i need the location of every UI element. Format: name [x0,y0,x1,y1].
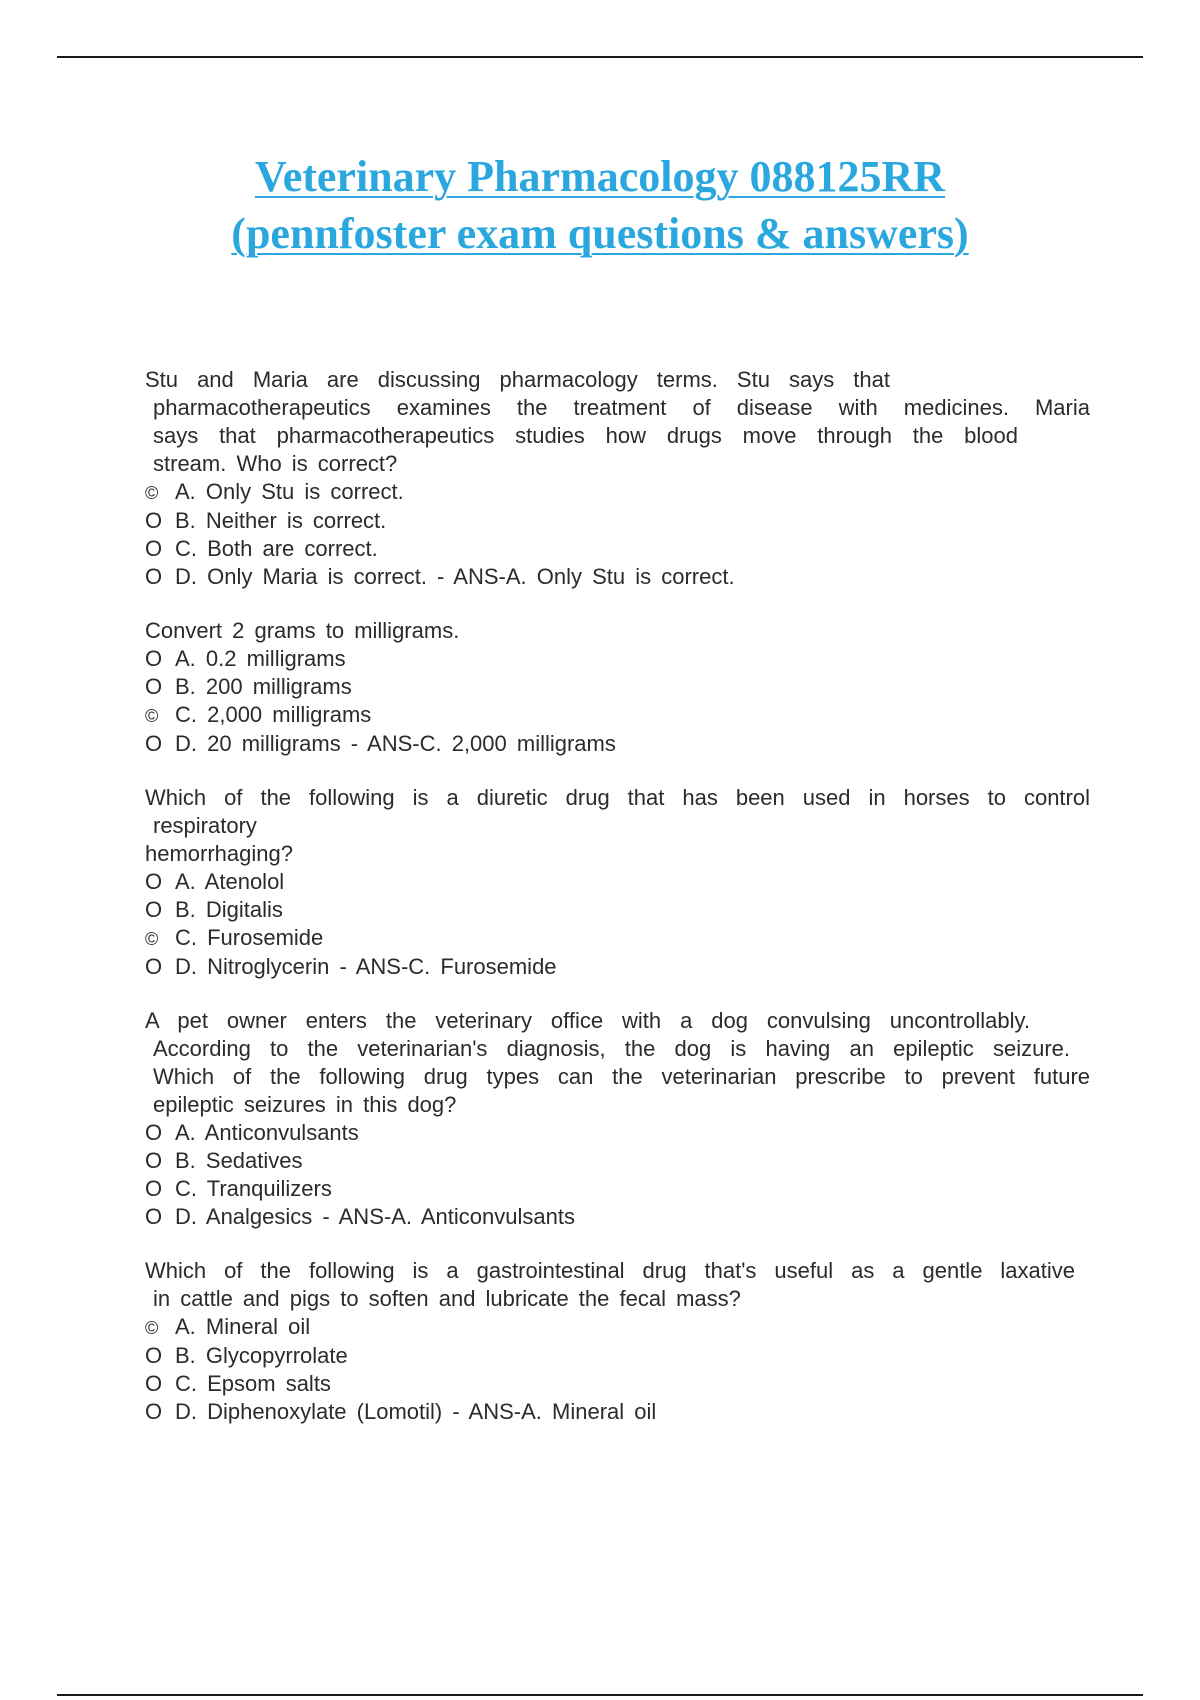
radio-icon: O [145,508,163,533]
stem-line: Stu and Maria are discussing pharmacology terms. Stu says that [145,367,890,392]
answer-option [145,645,1090,673]
stem-line: According to the veterinarian's diagnosis, the dog is having an epileptic seizure. [153,1036,1070,1061]
radio-icon: O [145,954,163,979]
option-text: D. 20 milligrams - ANS-C. 2,000 milligrams [175,731,616,756]
radio-icon: O [145,1148,163,1173]
header-rule [57,56,1143,58]
radio-icon: O [145,1399,163,1424]
answer-option [145,563,1090,591]
stem-line: Which of the following is a diuretic drug that has been used in horses to control [145,785,1090,810]
stem-line: Convert 2 grams to milligrams. [145,618,460,643]
question-stem [145,1257,1090,1313]
selected-radio-icon: © [145,706,159,726]
stem-line: hemorrhaging? [145,841,293,866]
footer-rule [57,1694,1143,1696]
question-stem [145,1007,1090,1119]
selected-radio-icon: © [145,1318,159,1338]
selected-radio-icon: © [145,483,159,503]
title-line-1: Veterinary Pharmacology 088125RR [254,152,946,201]
answer-option [145,1147,1090,1175]
answer-option [145,896,1090,924]
option-text: C. Tranquilizers [175,1176,332,1201]
option-text: D. Nitroglycerin - ANS-C. Furosemide [175,954,557,979]
stem-line: Which of the following drug types can the veterinarian prescribe to prevent future [153,1064,1090,1089]
question-stem [145,617,1090,645]
stem-line: says that pharmacotherapeutics studies how drugs move through the blood [153,423,1018,448]
answer-option [145,730,1090,758]
option-text: B. Glycopyrrolate [175,1343,348,1368]
radio-icon: O [145,564,163,589]
option-text: B. 200 milligrams [175,674,352,699]
question-block [145,1257,1090,1426]
option-text: A. Only Stu is correct. [175,479,404,504]
radio-icon: O [145,869,163,894]
stem-line: stream. Who is correct? [153,451,398,476]
question-stem [145,366,1090,478]
document-title [0,148,1200,262]
answer-option [145,478,1090,507]
answer-option [145,1342,1090,1370]
stem-line: respiratory [153,813,257,838]
stem-line: pharmacotherapeutics examines the treatment of disease with medicines. Maria [153,395,1090,420]
stem-line: in cattle and pigs to soften and lubricate the fecal mass? [153,1286,741,1311]
question-list [145,366,1090,1452]
option-text: D. Analgesics - ANS-A. Anticonvulsants [175,1204,575,1229]
answer-option [145,1313,1090,1342]
option-text: D. Diphenoxylate (Lomotil) - ANS-A. Mineral oil [175,1399,657,1424]
radio-icon: O [145,674,163,699]
option-text: C. 2,000 milligrams [175,702,372,727]
selected-radio-icon: © [145,929,159,949]
radio-icon: O [145,536,163,561]
option-text: A. Atenolol [175,869,285,894]
title-line-2: (pennfoster exam questions & answers) [231,209,969,258]
answer-option [145,924,1090,953]
option-text: C. Both are correct. [175,536,378,561]
radio-icon: O [145,731,163,756]
question-block [145,784,1090,981]
question-block [145,617,1090,758]
question-block [145,1007,1090,1231]
answer-option [145,1203,1090,1231]
option-text: C. Epsom salts [175,1371,331,1396]
option-text: B. Digitalis [175,897,283,922]
question-block [145,366,1090,591]
radio-icon: O [145,1176,163,1201]
stem-line: A pet owner enters the veterinary office with a dog convulsing uncontrollably. [145,1008,1030,1033]
radio-icon: O [145,1120,163,1145]
option-text: B. Sedatives [175,1148,303,1173]
radio-icon: O [145,1204,163,1229]
option-text: B. Neither is correct. [175,508,387,533]
answer-option [145,868,1090,896]
radio-icon: O [145,646,163,671]
option-text: A. Anticonvulsants [175,1120,359,1145]
radio-icon: O [145,1343,163,1368]
option-text: D. Only Maria is correct. - ANS-A. Only Stu is correct. [175,564,735,589]
answer-option [145,1119,1090,1147]
answer-option [145,1370,1090,1398]
radio-icon: O [145,1371,163,1396]
answer-option [145,1398,1090,1426]
answer-option [145,1175,1090,1203]
answer-option [145,673,1090,701]
answer-option [145,535,1090,563]
option-text: C. Furosemide [175,925,324,950]
answer-option [145,953,1090,981]
radio-icon: O [145,897,163,922]
stem-line: epileptic seizures in this dog? [153,1092,457,1117]
option-text: A. Mineral oil [175,1314,311,1339]
question-stem [145,784,1090,868]
option-text: A. 0.2 milligrams [175,646,346,671]
answer-option [145,507,1090,535]
answer-option [145,701,1090,730]
stem-line: Which of the following is a gastrointestinal drug that's useful as a gentle laxative [145,1258,1075,1283]
